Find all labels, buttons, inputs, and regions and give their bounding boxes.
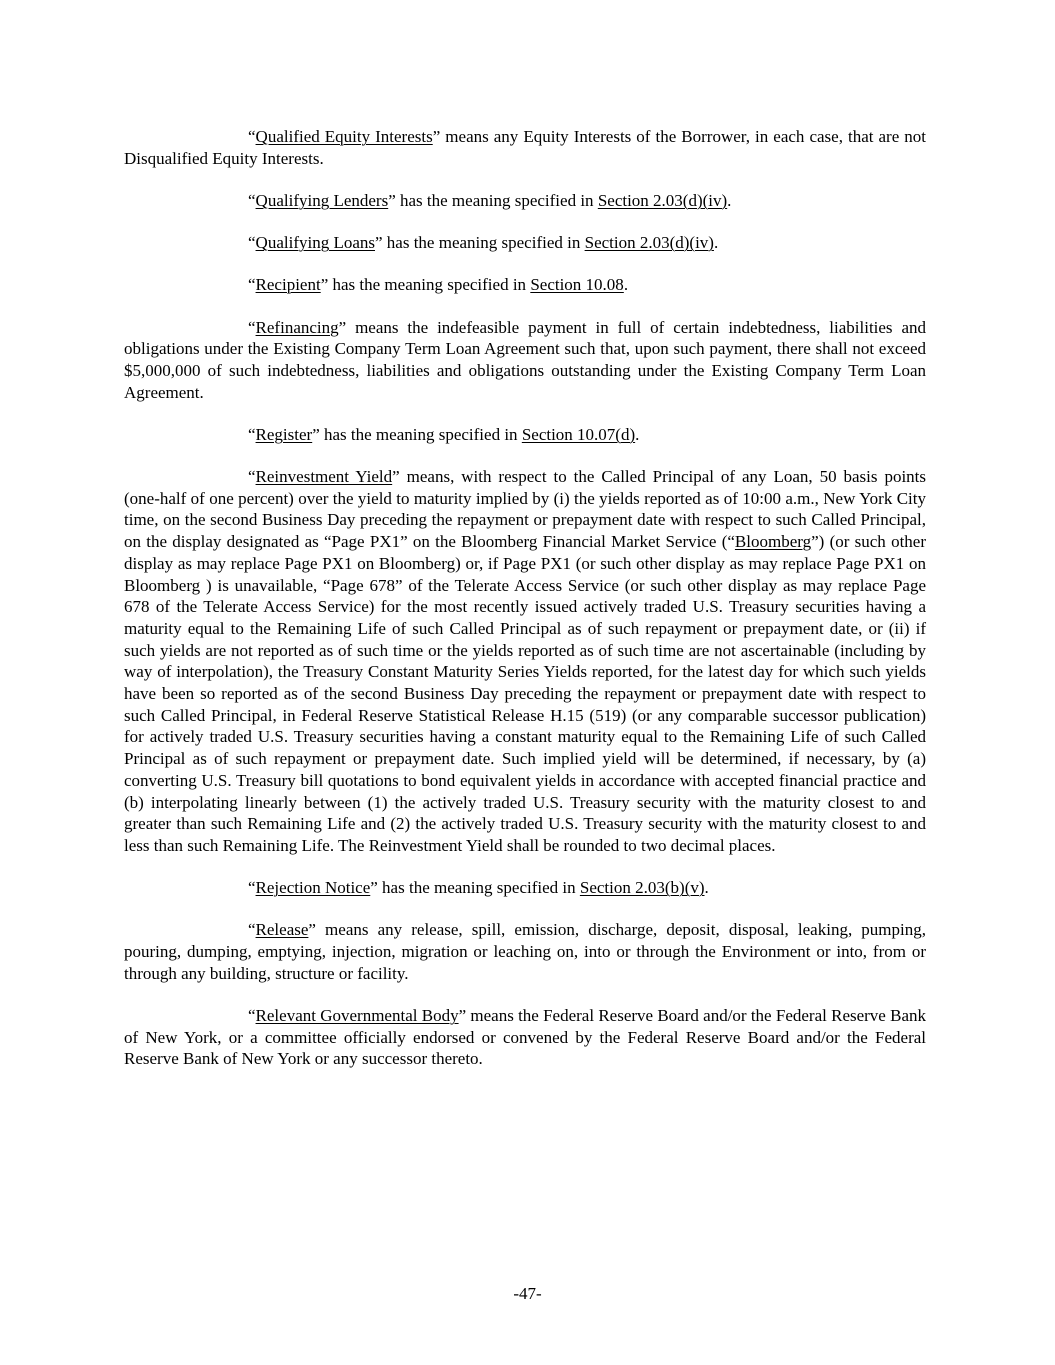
section-reference: Section 2.03(b)(v) [579, 878, 705, 898]
text-segment: ” means any release, spill, emission, discharge, deposit, disposal, leaking, pumping, pouring, dumping, emptying, injection, migration or leaching on, into or through the Environment or into, from or through any building, structure or facility. [124, 920, 926, 983]
text-segment: “ [248, 317, 256, 337]
text-segment: ” means, with respect to the Called Principal of any Loan, 50 basis points (one-half of one percent) over the yield to maturity implied by (i) the yields reported as of 10:00 a.m., New York City time, on the second Business Day preceding the repayment or prepayment date with respect to such Called Principal, on the display designated as “Page PX1” on the Bloomberg Financial Market Service (“ [124, 467, 927, 552]
section-reference: Section 10.07(d) [521, 424, 636, 444]
text-segment: ”) (or such other display as may replace Page PX1 on Bloomberg) or, if Page PX1 (or such other display as may replace Page PX1 on Bloomberg ) is unavailable, “Page 678” of the Telerate Access Service (or such other display as may replace Page 678 of the Telerate Access Service) for the most recently issued actively traded U.S. Treasury securities having a maturity equal to the Remaining Life of such Called Principal as of such repayment or prepayment date, or (ii) if such yields are not reported as of such time or the yields reported as of such time are not ascertainable (including by way of interpolation), the Treasury Constant Maturity Series Yields reported, for the latest day for which such yields have been so reported as of the second Business Day preceding the repayment or prepayment date with respect to such Called Principal, in Federal Reserve Statistical Release H.15 (519) (or any comparable successor publication) for actively traded U.S. Treasury securities having a constant maturity equal to the Remaining Life of such Called Principal as of such repayment or prepayment date. Such implied yield will be determined, if necessary, by (a) converting U.S. Treasury bill quotations to bond equivalent yields in accordance with accepted financial practice and (b) interpolating linearly between (1) the actively traded U.S. Treasury security with the maturity closest to and greater than such Remaining Life and (2) the actively traded U.S. Treasury security with the maturity closest to and less than such Remaining Life. The Reinvestment Yield shall be rounded to two decimal places. [124, 532, 926, 855]
defined-term: Register [255, 424, 313, 444]
definition-qualifying-lenders [124, 190, 926, 212]
defined-term: Qualifying Lenders [255, 190, 389, 210]
definition-release [124, 919, 926, 984]
text-segment: ” means the Federal Reserve Board and/or the Federal Reserve Bank of New York, or a committee officially endorsed or convened by the Federal Reserve Board and/or the Federal Reserve Bank of New York or any successor thereto. [124, 1006, 926, 1069]
section-reference: Section 2.03(d)(iv) [584, 233, 714, 253]
text-segment: ” has the meaning specified in [375, 233, 585, 253]
defined-term: Relevant Governmental Body [255, 1006, 459, 1025]
definition-qualified-equity-interests [124, 126, 926, 169]
defined-term: Qualified Equity Interests [255, 127, 433, 146]
definition-register [124, 424, 926, 446]
text-segment: “ [248, 1006, 256, 1025]
text-segment: ” has the meaning specified in [388, 190, 598, 210]
definition-relevant-governmental-body [124, 1005, 926, 1070]
defined-term: Release [255, 920, 309, 940]
defined-term: Qualifying Loans [255, 233, 375, 253]
text-segment: ” has the meaning specified in [370, 878, 580, 898]
page-number: -47- [513, 1284, 542, 1303]
text-segment: “ [248, 127, 256, 146]
text-segment: “ [248, 920, 256, 940]
definition-recipient [124, 274, 926, 296]
text-segment: ” has the meaning specified in [312, 424, 522, 444]
text-segment: ” means any Equity Interests of the Borrower, in each case, that are not Disqualified Equity Interests. [124, 127, 927, 168]
defined-term: Reinvestment Yield [255, 467, 393, 487]
text-segment: ” has the meaning specified in [320, 275, 531, 295]
section-reference: Section 2.03(d)(iv) [597, 190, 728, 210]
definition-reinvestment-yield [124, 466, 926, 857]
text-segment: . [727, 190, 732, 210]
text-segment: ” means the indefeasible payment in full of certain indebtedness, liabilities and obligations under the Existing Company Term Loan Agreement such that, upon such payment, there shall not exceed $5,000,000 of such indebtedness, liabilities and obligations outstanding under the Existing Company Term Loan Agreement. [124, 317, 926, 402]
defined-term: Refinancing [255, 317, 339, 337]
text-segment: . [704, 878, 709, 898]
text-segment: “ [248, 275, 256, 295]
text-segment: “ [248, 190, 256, 210]
definition-rejection-notice [124, 877, 926, 899]
text-segment: “ [248, 233, 256, 253]
definition-qualifying-loans [124, 232, 926, 254]
defined-term: Bloomberg [734, 532, 812, 552]
text-segment: . [623, 275, 629, 295]
section-reference: Section 10.08 [530, 275, 624, 295]
definition-refinancing [124, 317, 926, 404]
document-body [124, 126, 926, 1091]
defined-term: Rejection Notice [255, 878, 371, 898]
text-segment: . [635, 424, 640, 444]
text-segment: “ [248, 424, 256, 444]
text-segment: . [713, 233, 719, 253]
defined-term: Recipient [255, 275, 321, 295]
text-segment: “ [248, 467, 256, 487]
text-segment: “ [248, 878, 256, 898]
